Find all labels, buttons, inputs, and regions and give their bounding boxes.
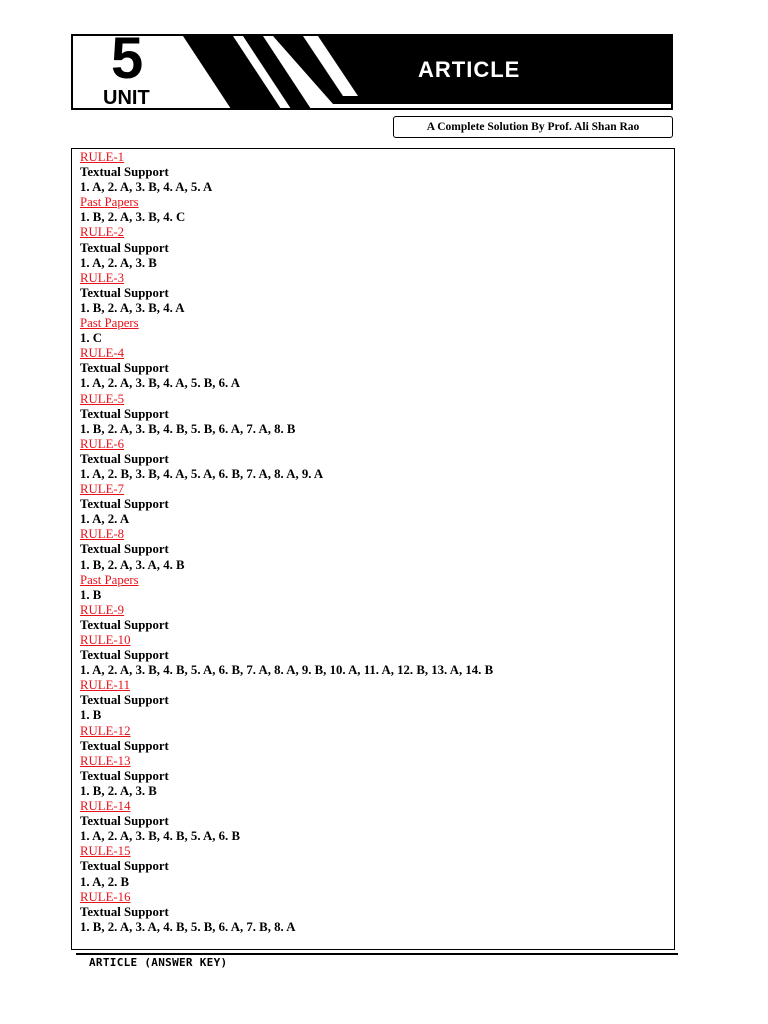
answer-line [80, 859, 674, 874]
answer-line-text: 1. B, 2. A, 3. A, 4. B [80, 557, 185, 572]
rule-heading-text: RULE-6 [80, 436, 125, 451]
answer-line-text: 1. A, 2. A, 3. B, 4. B, 5. A, 6. B, 7. A, 8. A, 9. B, 10. A, 11. A, 12. B, 13. A, 14. B [80, 663, 494, 678]
unit-number: 5 [111, 34, 144, 91]
rule-heading-text: RULE-16 [80, 889, 131, 904]
answer-line-text: 1. A, 2. A, 3. B, 4. A, 5. B, 6. A [80, 376, 240, 391]
rule-heading [80, 437, 674, 452]
rule-heading-text: RULE-3 [80, 270, 125, 285]
past-papers-heading-text: Past Papers [80, 316, 139, 331]
answer-line-text: 1. A, 2. B [80, 874, 130, 889]
rule-heading-text: RULE-10 [80, 633, 131, 647]
answer-line [80, 497, 674, 512]
answer-line-text: Textual Support [80, 859, 169, 874]
answer-line-text: Textual Support [80, 240, 169, 255]
answer-line [80, 286, 674, 301]
answer-line-text: Textual Support [80, 542, 169, 557]
past-papers-heading [80, 316, 674, 331]
past-papers-heading [80, 573, 674, 588]
rule-heading [80, 150, 674, 165]
answer-line [80, 814, 674, 829]
past-papers-heading [80, 195, 674, 210]
answer-line-text: 1. B, 2. A, 3. B, 4. C [80, 210, 186, 225]
answer-line [80, 376, 674, 391]
answer-line-text: 1. A, 2. A, 3. B, 4. A, 5. A [80, 180, 213, 195]
answer-line-text: 1. B, 2. A, 3. B, 4. A [80, 300, 185, 315]
answer-line [80, 422, 674, 437]
rule-heading [80, 754, 674, 769]
rule-heading-text: RULE-12 [80, 723, 131, 738]
answer-line [80, 769, 674, 784]
rule-heading [80, 225, 674, 240]
rule-heading [80, 633, 674, 648]
answer-line [80, 905, 674, 920]
answer-line [80, 301, 674, 316]
answer-line-text: 1. A, 2. A [80, 512, 130, 527]
answer-line [80, 361, 674, 376]
unit-banner [71, 34, 673, 110]
rule-heading [80, 799, 674, 814]
answer-line [80, 512, 674, 527]
answer-line [80, 648, 674, 663]
answer-line [80, 467, 674, 482]
rule-heading-text: RULE-11 [80, 678, 130, 693]
rule-heading [80, 346, 674, 361]
answer-line [80, 241, 674, 256]
answer-line [80, 693, 674, 708]
rule-heading-text: RULE-4 [80, 346, 125, 361]
answer-key-box [71, 148, 675, 950]
rule-heading-text: RULE-7 [80, 482, 125, 497]
answer-line-text: Textual Support [80, 648, 169, 663]
answer-line [80, 210, 674, 225]
rule-heading [80, 271, 674, 286]
answer-line [80, 875, 674, 890]
rule-heading-text: RULE-14 [80, 799, 131, 814]
rule-heading [80, 890, 674, 905]
answer-line [80, 708, 674, 723]
answer-line [80, 542, 674, 557]
author-credit: A Complete Solution By Prof. Ali Shan Rao [393, 116, 673, 138]
answer-line [80, 256, 674, 271]
answer-line-text: Textual Support [80, 814, 169, 829]
rule-heading-text: RULE-13 [80, 753, 131, 768]
rule-heading [80, 603, 674, 618]
answer-line-text: Textual Support [80, 451, 169, 466]
answer-line-text: 1. B, 2. A, 3. B, 4. B, 5. B, 6. A, 7. A, 8. B [80, 421, 296, 436]
answer-line [80, 331, 674, 346]
answer-line-text: 1. B, 2. A, 3. A, 4. B, 5. B, 6. A, 7. B, 8. A [80, 919, 296, 934]
past-papers-heading-text: Past Papers [80, 572, 139, 587]
answer-line [80, 618, 674, 633]
rule-heading-text: RULE-8 [80, 527, 125, 542]
rule-heading-text: RULE-9 [80, 602, 125, 617]
rule-heading [80, 392, 674, 407]
unit-label: UNIT [103, 87, 150, 109]
answer-line [80, 663, 674, 678]
answer-line-text: 1. B, 2. A, 3. B [80, 783, 157, 798]
rule-heading [80, 482, 674, 497]
answer-line [80, 829, 674, 844]
answer-line-text: 1. B [80, 708, 102, 723]
rule-heading [80, 724, 674, 739]
past-papers-heading-text: Past Papers [80, 195, 139, 210]
answer-line [80, 407, 674, 422]
answer-line [80, 784, 674, 799]
answer-line-text: Textual Support [80, 406, 169, 421]
answer-line-text: Textual Support [80, 693, 169, 708]
rule-heading [80, 678, 674, 693]
rule-heading-text: RULE-5 [80, 391, 125, 406]
answer-line-text: Textual Support [80, 768, 169, 783]
answer-line [80, 588, 674, 603]
rule-heading-text: RULE-15 [80, 844, 131, 859]
answer-line-text: Textual Support [80, 361, 169, 376]
answer-line [80, 558, 674, 573]
rule-heading-text: RULE-2 [80, 225, 125, 240]
answer-line-text: Textual Support [80, 497, 169, 512]
answer-line-text: 1. A, 2. A, 3. B [80, 255, 157, 270]
answer-line [80, 452, 674, 467]
answer-line [80, 739, 674, 754]
banner-stripes [73, 36, 673, 110]
page-title: ARTICLE [418, 57, 521, 82]
footer-divider [76, 953, 678, 955]
answer-line-text: Textual Support [80, 738, 169, 753]
footer-label: ARTICLE (ANSWER KEY) [89, 956, 228, 969]
answer-line-text: Textual Support [80, 617, 169, 632]
answer-line-text: Textual Support [80, 165, 169, 180]
answer-line [80, 165, 674, 180]
answer-line-text: 1. A, 2. A, 3. B, 4. B, 5. A, 6. B [80, 829, 240, 844]
answer-line [80, 920, 674, 935]
rule-heading-text: RULE-1 [80, 150, 125, 164]
answer-line-text: 1. B [80, 587, 102, 602]
answer-line-text: 1. C [80, 331, 103, 346]
answer-line-text: Textual Support [80, 904, 169, 919]
answer-line-text: Textual Support [80, 285, 169, 300]
rule-heading [80, 527, 674, 542]
rule-heading [80, 844, 674, 859]
answer-line [80, 180, 674, 195]
answer-line-text: 1. A, 2. B, 3. B, 4. A, 5. A, 6. B, 7. A, 8. A, 9. A [80, 466, 324, 481]
